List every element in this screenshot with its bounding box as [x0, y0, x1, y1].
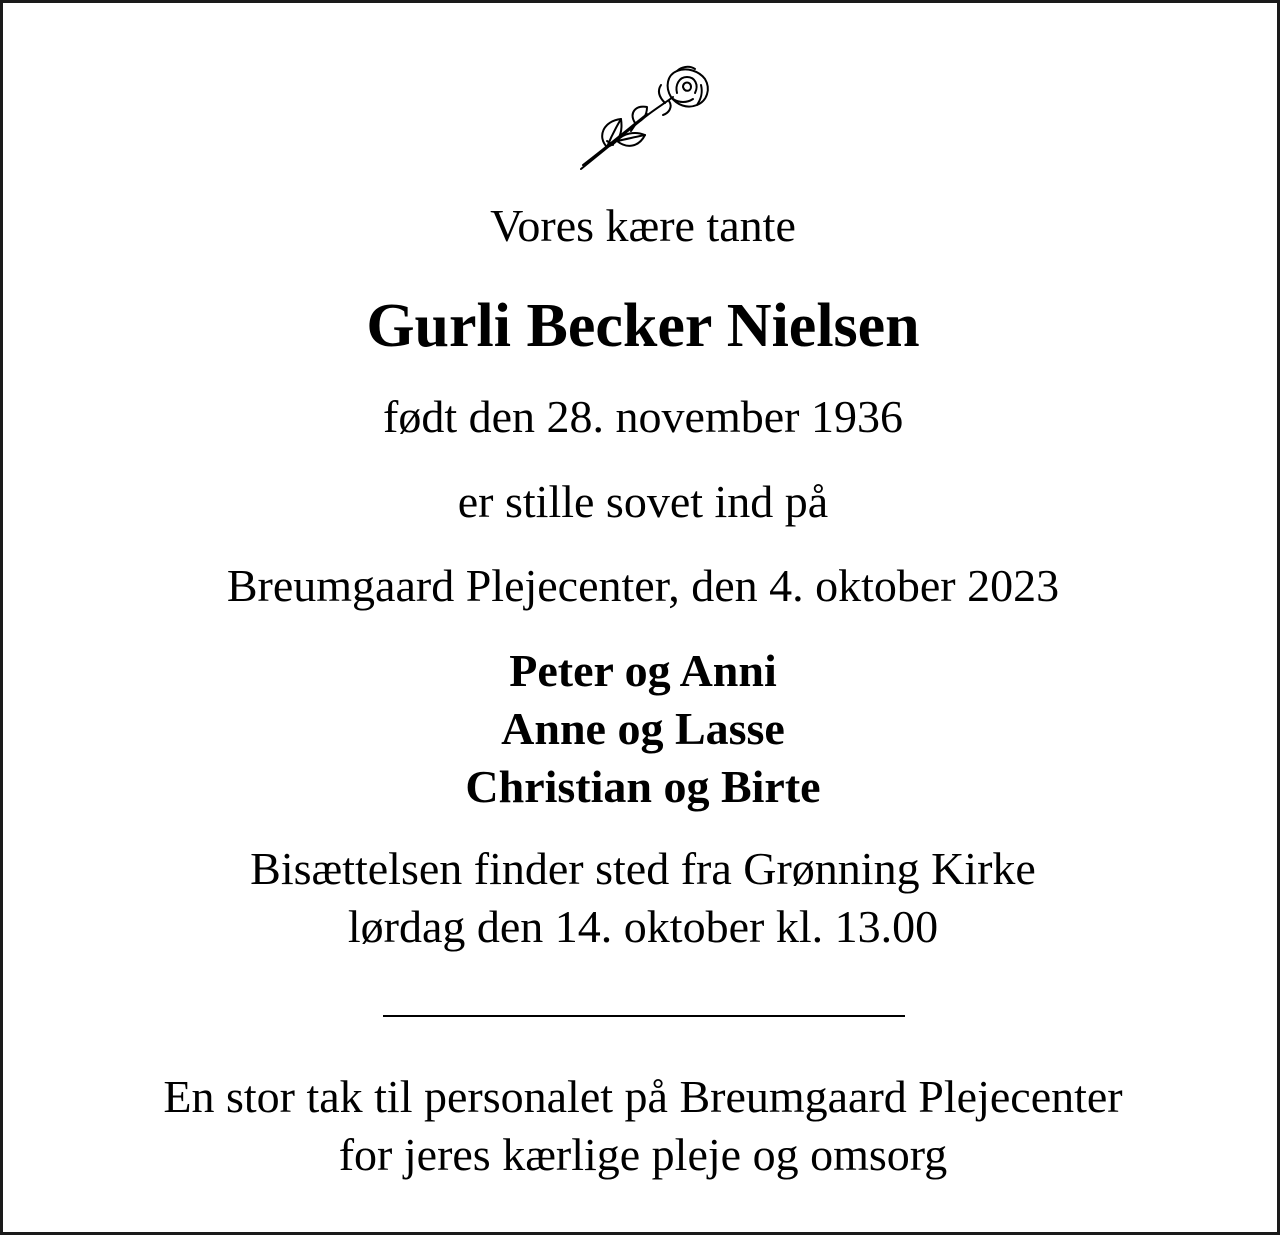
passed-place-date: Breumgaard Plejecenter, den 4. oktober 2023: [226, 560, 1060, 611]
thanks-text: En stor tak til personalet på Breumgaard Plejecenter: [163, 1071, 1123, 1122]
intro-text: Vores kære tante: [490, 200, 796, 251]
passed-text: er stille sovet ind på: [457, 476, 829, 527]
deceased-name: Gurli Becker Nielsen: [366, 292, 920, 360]
family-name: Christian og Birte: [465, 761, 821, 812]
thanks-text: for jeres kærlige pleje og omsorg: [338, 1129, 948, 1180]
rose-icon: [573, 63, 717, 175]
birth-date: født den 28. november 1936: [383, 391, 903, 442]
funeral-location: Bisættelsen finder sted fra Grønning Kirke: [250, 843, 1036, 894]
divider-line: [383, 1015, 905, 1017]
family-name: Anne og Lasse: [501, 703, 785, 754]
funeral-time: lørdag den 14. oktober kl. 13.00: [347, 901, 939, 952]
family-name: Peter og Anni: [509, 645, 777, 696]
